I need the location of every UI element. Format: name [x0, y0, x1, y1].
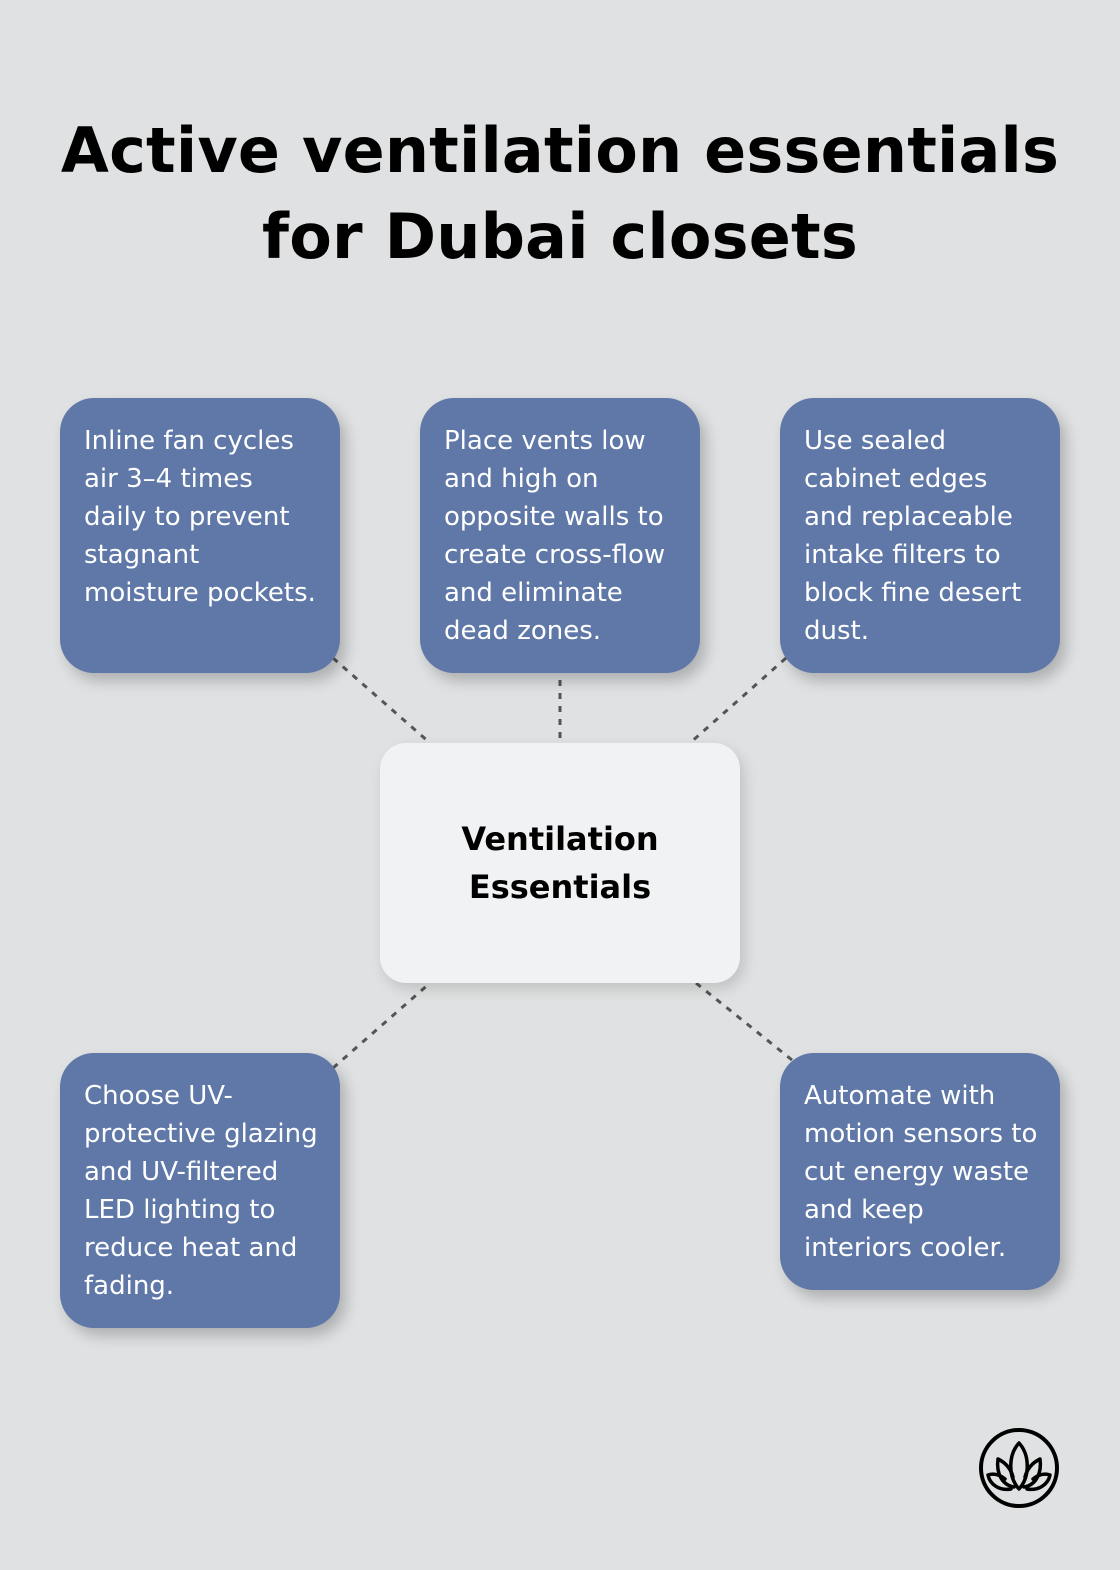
info-card-dust-filters: [780, 398, 1060, 673]
page-title-line-1: Active ventilation essentials: [60, 114, 1060, 187]
lotus-logo-icon: [978, 1427, 1060, 1509]
info-card-inline-fan: [60, 398, 340, 673]
info-card-text: Automate with motion sensors to cut energy waste and keep interiors cooler.: [804, 1081, 1038, 1263]
connector-card-5: [696, 983, 792, 1060]
info-card-text: Choose UV-protective glazing and UV-filtered LED lighting to reduce heat and fading.: [84, 1081, 318, 1301]
connector-card-1: [333, 658, 430, 743]
info-card-text: Inline fan cycles air 3–4 times daily to prevent stagnant moisture pockets.: [84, 426, 316, 608]
connector-card-4: [333, 983, 430, 1068]
info-card-motion-sensors: [780, 1053, 1060, 1290]
info-card-uv-protection: [60, 1053, 340, 1328]
info-card-text: Place vents low and high on opposite walls to create cross-flow and eliminate dead zones.: [444, 426, 666, 646]
info-card-text: Use sealed cabinet edges and replaceable intake filters to block fine desert dust.: [804, 426, 1022, 646]
connector-card-3: [690, 658, 786, 743]
info-card-vent-placement: [420, 398, 700, 673]
center-node: [380, 743, 740, 983]
page-title-line-2: for Dubai closets: [262, 200, 858, 273]
center-node-label: Ventilation Essentials: [461, 820, 659, 906]
